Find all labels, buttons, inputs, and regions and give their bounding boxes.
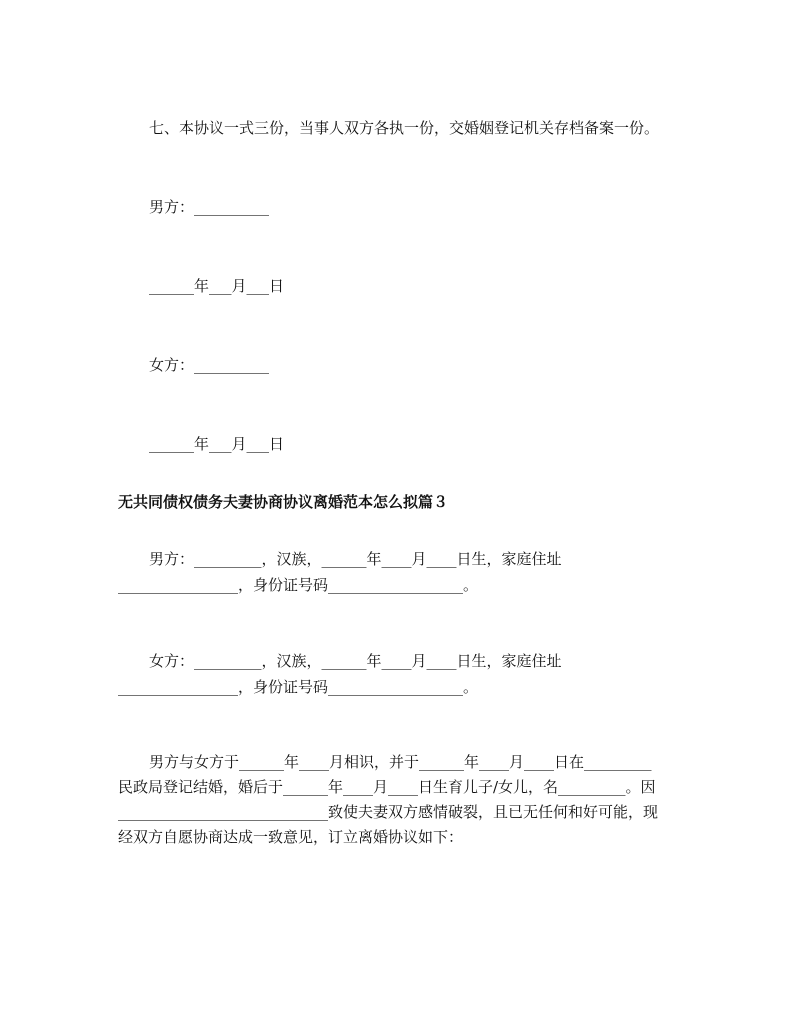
paragraph-line-1: 男方与女方于______年____月相识，并于______年____月____日在_________ bbox=[149, 753, 652, 771]
clause-7-text: 七、本协议一式三份，当事人双方各执一份，交婚姻登记机关存档备案一份。 bbox=[149, 119, 660, 137]
male-info-line-1: 男方：_________，汉族，______年____月____日生，家庭住址 bbox=[149, 550, 562, 568]
male-signature-line: 男方：__________ bbox=[149, 198, 270, 216]
male-info-line-2: ________________，身份证号码__________________。 bbox=[118, 576, 479, 594]
female-info-line-1: 女方：_________，汉族，______年____月____日生，家庭住址 bbox=[149, 652, 562, 670]
paragraph-line-4: 经双方自愿协商达成一致意见，订立离婚协议如下： bbox=[118, 828, 464, 846]
female-signature-line: 女方：__________ bbox=[149, 356, 270, 374]
section-heading: 无共同债权债务夫妻协商协议离婚范本怎么拟篇３ bbox=[118, 493, 449, 511]
female-info-line-2: ________________，身份证号码__________________。 bbox=[118, 678, 479, 696]
male-date-line: ______年___月___日 bbox=[149, 277, 285, 295]
paragraph-line-3: ____________________________致使夫妻双方感情破裂，且已无任何和好可能，现 bbox=[118, 803, 659, 821]
paragraph-line-2: 民政局登记结婚，婚后于______年____月____日生育儿子/女儿，名_________。因 bbox=[118, 778, 656, 796]
female-date-line: ______年___月___日 bbox=[149, 435, 285, 453]
